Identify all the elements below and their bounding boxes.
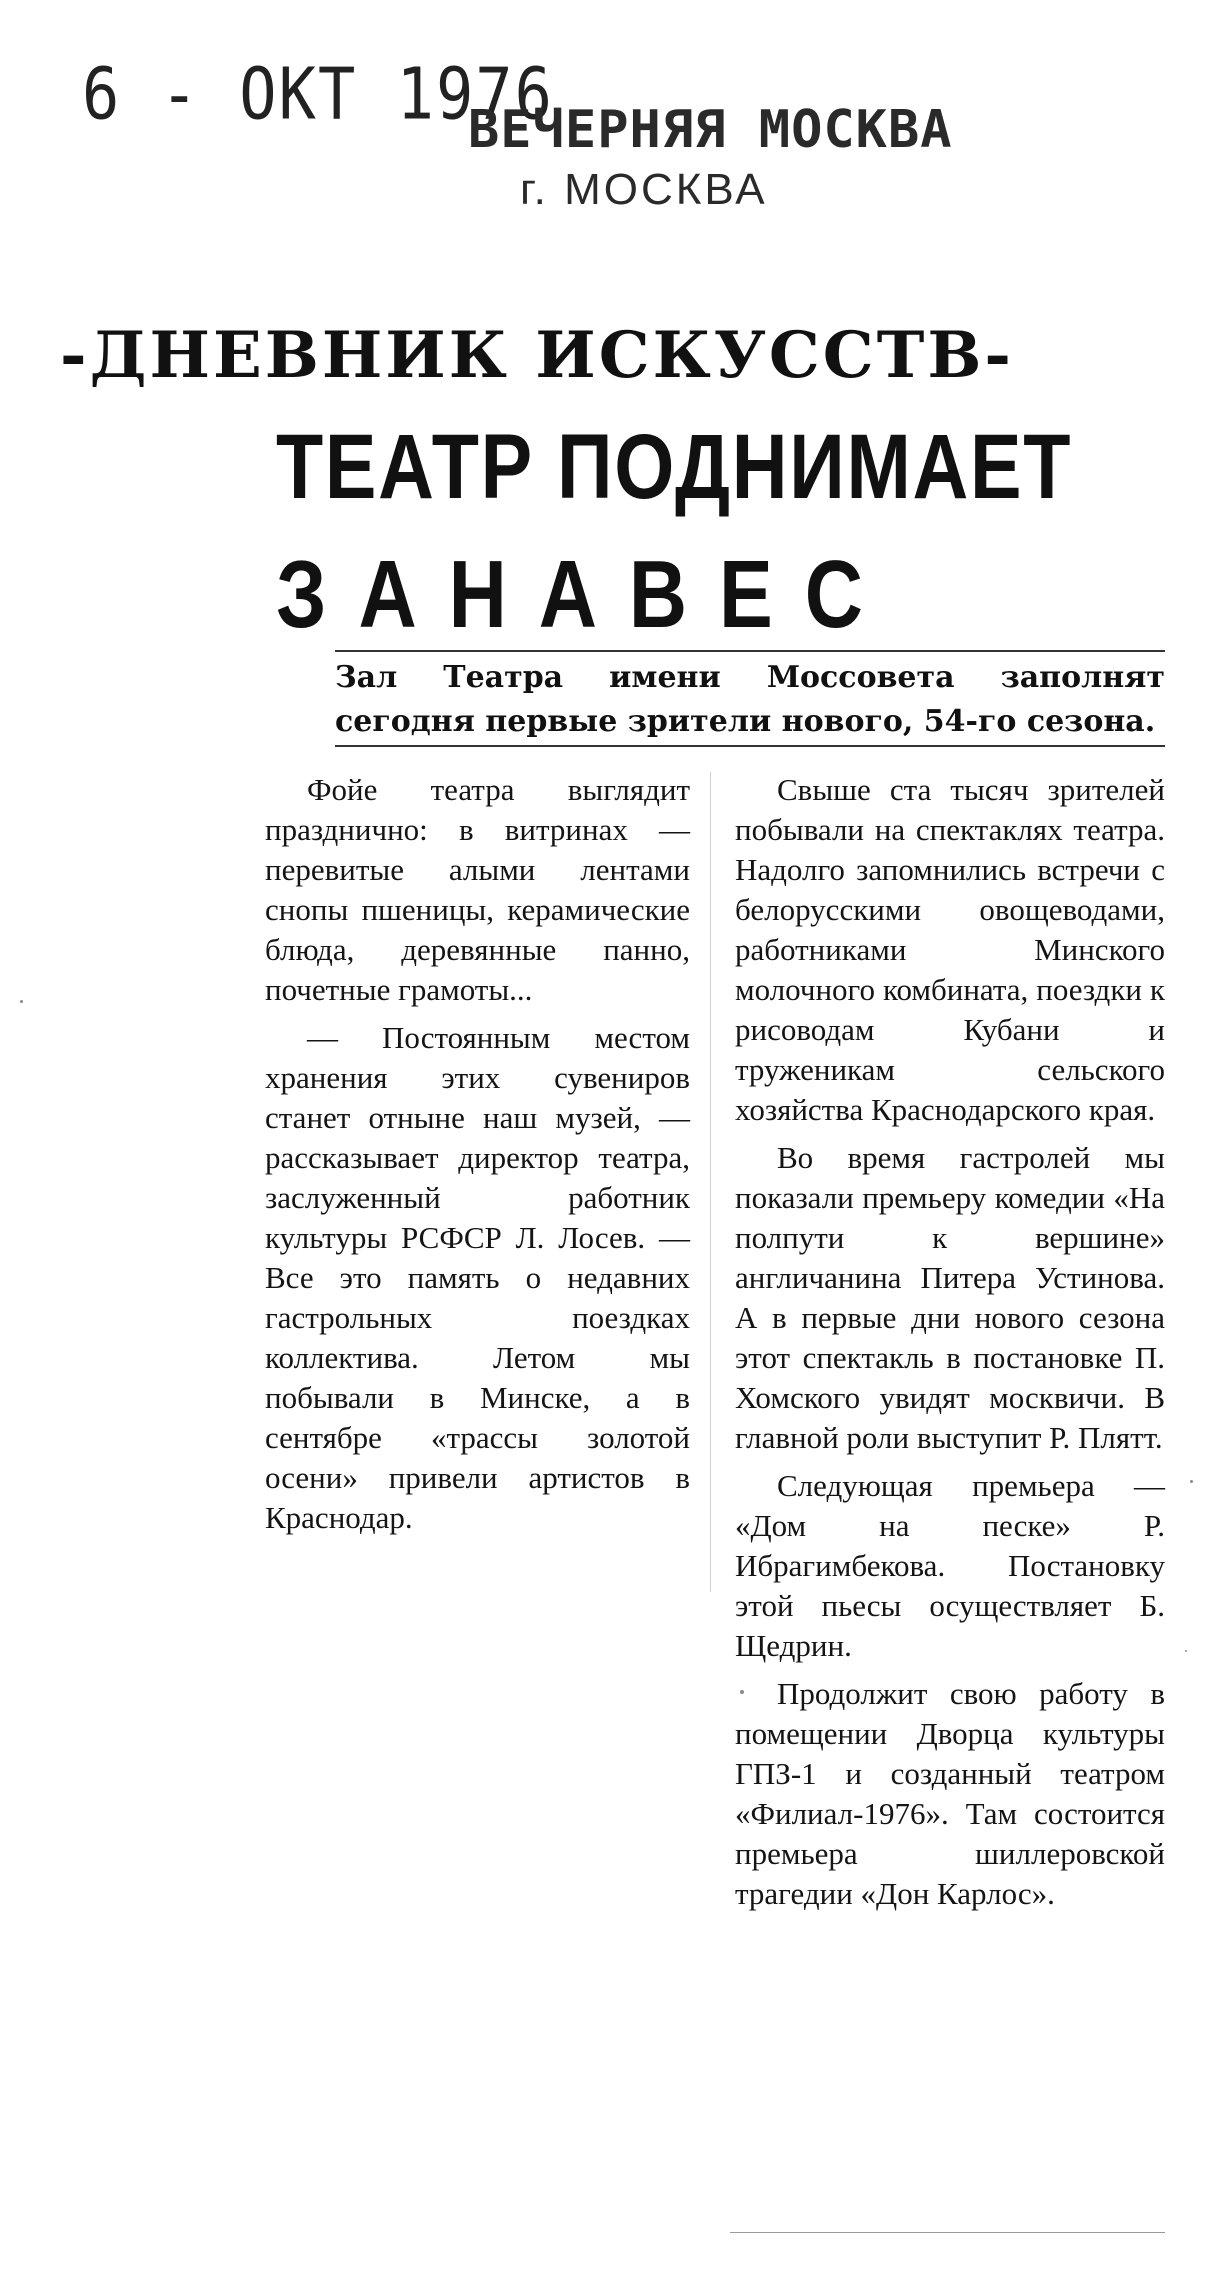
lead-paragraph: Зал Театра имени Моссовета заполнят сегодня первые зрители нового, 54-го сезона. <box>335 660 1165 739</box>
print-speck <box>1190 1480 1193 1483</box>
article-paragraph: Продолжит свою работу в помещении Дворца культуры ГПЗ-1 и созданный театром «Филиал-1976». Там состоится премьера шиллеровской трагедии «Дон Карлос». <box>735 1676 1165 1911</box>
lead-rule-bottom <box>335 745 1165 747</box>
print-speck <box>20 1000 23 1003</box>
rubric-heading: -ДНЕВНИК ИСКУССТВ- <box>60 318 1014 393</box>
article-paragraph: Следующая премьера — «Дом на песке» Р. Ибрагимбекова. Постановку этой пьесы осуществляет Б. Щедрин. <box>735 1468 1165 1663</box>
article-paragraph: Свыше ста тысяч зрителей побывали на спектаклях театра. Надолго запомнились встречи с белорусскими овощеводами, работниками Минского молочного комбината, поездки к рисоводам Кубани и труженикам сельского хозяйства Краснодарского края. <box>735 772 1165 1127</box>
print-speck <box>1185 1650 1187 1652</box>
city-stamp: г. МОСКВА <box>520 165 768 214</box>
column-divider <box>710 772 711 1592</box>
headline-line-1: ТЕАТР ПОДНИМАЕТ <box>276 416 1073 518</box>
newspaper-stamp: ВЕЧЕРНЯЯ МОСКВА <box>468 100 953 160</box>
article-paragraph: Во время гастролей мы показали премьеру комедии «На полпути к вершине» англичанина Питера Устинова. А в первые дни нового сезона этот спектакль в постановке П. Хомского увидят москвичи. В главной роли выступит Р. Плятт. <box>735 1140 1165 1455</box>
article-paragraph: — Постоянным местом хранения этих сувениров станет отныне наш музей, — рассказывает директор театра, заслуженный работник культуры РСФСР Л. Лосев. — Все это память о недавних гастрольных поездках коллектива. Летом мы побывали в Минске, а в сентябре «трассы золотой осени» привели артистов в Краснодар. <box>265 1020 690 1535</box>
article-column-right <box>735 770 1165 1922</box>
headline-line-2: ЗАНАВЕС <box>276 541 895 648</box>
lead-rule-top <box>335 650 1165 652</box>
article-paragraph: Фойе театра выглядит празднично: в витринах — перевитые алыми лентами снопы пшеницы, керамические блюда, деревянные панно, почетные грамоты... <box>265 772 690 1007</box>
bottom-rule <box>730 2232 1165 2233</box>
date-stamp: 6 - ОКТ 1976 <box>82 52 554 136</box>
print-speck <box>740 1690 744 1694</box>
article-column-left <box>265 770 690 1546</box>
